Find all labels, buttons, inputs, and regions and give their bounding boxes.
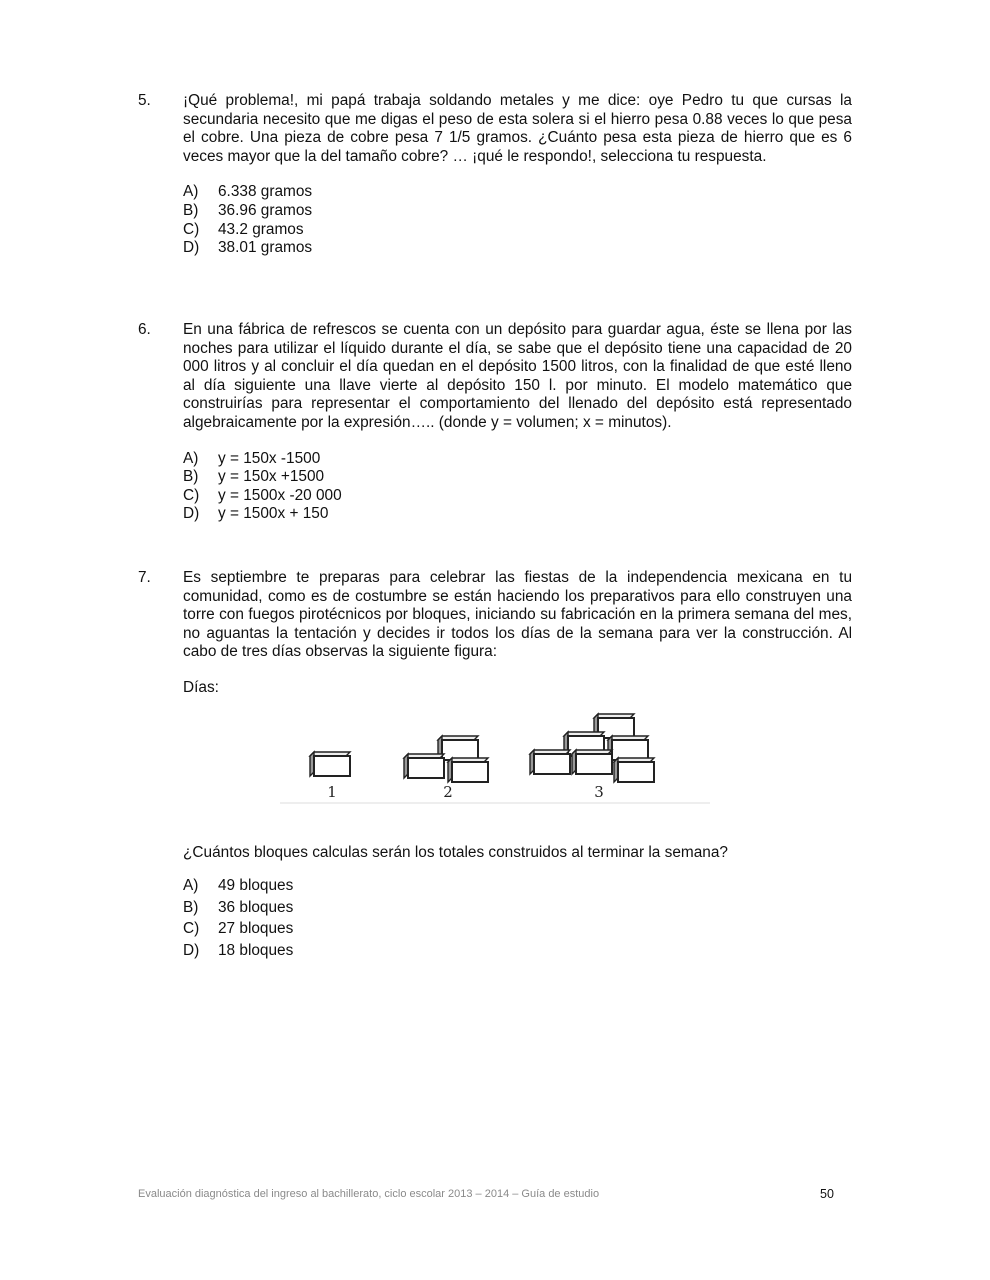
page-number: 50 (820, 1187, 834, 1201)
option-letter: B) (183, 201, 199, 219)
option-d (183, 239, 852, 258)
option-letter: C) (183, 920, 200, 938)
option-letter: A) (183, 877, 199, 895)
option-text: y = 150x -1500 (218, 449, 321, 467)
option-text: y = 150x +1500 (218, 468, 325, 486)
day-2-blocks (404, 736, 488, 782)
question-number: 6. (138, 321, 151, 338)
option-b (183, 202, 852, 221)
question-6 (138, 321, 852, 524)
block-tower-figure (280, 706, 710, 806)
option-c (183, 918, 852, 940)
option-letter: A) (183, 183, 199, 201)
option-c (183, 221, 852, 240)
option-text: y = 1500x + 150 (218, 505, 329, 523)
option-text: 18 bloques (218, 941, 294, 959)
option-text: 38.01 gramos (218, 239, 313, 257)
option-b (183, 897, 852, 919)
option-text: y = 1500x -20 000 (218, 486, 342, 504)
question-5 (138, 92, 852, 258)
page-footer: Evaluación diagnóstica del ingreso al bachillerato, ciclo escolar 2013 – 2014 – Guía de estudio (138, 1188, 600, 1200)
question-prompt: ¿Cuántos bloques calculas serán los totales construidos al terminar la semana? (183, 843, 728, 861)
option-letter: C) (183, 220, 200, 238)
option-a (183, 450, 852, 469)
question-number: 5. (138, 92, 151, 109)
question-text: En una fábrica de refrescos se cuenta con un depósito para guardar agua, éste se llena por las noches para utilizar el líquido durante el día, se sabe que el depósito tiene una capacidad de 20 000 litros y al concluir el día quedan en el depósito 1500 litros, con la finalidad de que esté lleno al día siguiente una llave vierte al depósito 150 l. por minuto. El modelo matemático que construirías para representar el comportamiento del llenado del depósito está representado algebraicamente por la expresión….. (donde y = volumen; x = minutos). (183, 321, 852, 431)
option-b (183, 468, 852, 487)
question-number: 7. (138, 569, 151, 586)
answer-options (183, 183, 852, 257)
answer-options (183, 875, 852, 961)
option-letter: B) (183, 898, 199, 916)
option-text: 49 bloques (218, 877, 294, 895)
option-letter: A) (183, 449, 199, 467)
option-a (183, 183, 852, 202)
option-letter: C) (183, 486, 200, 504)
option-a (183, 875, 852, 897)
option-d (183, 505, 852, 524)
option-letter: D) (183, 505, 200, 523)
option-text: 43.2 gramos (218, 220, 304, 238)
option-d (183, 940, 852, 962)
day-1-label: 1 (327, 782, 337, 801)
option-letter: D) (183, 239, 200, 257)
question-text: Es septiembre te preparas para celebrar las fiestas de la independencia mexicana en tu comunidad, como es de costumbre se están haciendo los preparativos para ello construyen una torre con fuegos pirotécnicos por bloques, iniciando su fabricación en la primera semana del mes, no aguantas la tentación y decides ir todos los días de la semana para ver la construcción. Al cabo de tres días observas la siguiente figura: (183, 569, 852, 661)
day-1-blocks (310, 752, 350, 776)
block-tower-svg (280, 706, 710, 806)
question-7 (138, 569, 852, 962)
option-letter: D) (183, 941, 200, 959)
option-text: 36.96 gramos (218, 201, 313, 219)
answer-options (183, 450, 852, 524)
day-3-blocks (530, 714, 654, 782)
option-text: 36 bloques (218, 898, 294, 916)
option-c (183, 487, 852, 506)
dias-label: Días: (183, 678, 219, 696)
day-3-label: 3 (594, 782, 604, 801)
question-text: ¡Qué problema!, mi papá trabaja soldando metales y me dice: oye Pedro tu que cursas la secundaria necesito que me digas el peso de esta solera si el hierro pesa 0.88 veces lo que pesa el cobre. Una pieza de cobre pesa 7 1/5 gramos. ¿Cuánto pesa esta pieza de hierro que es 6 veces mayor que la del tamaño cobre? … ¡qué le respondo!, selecciona tu respuesta. (183, 92, 852, 165)
option-text: 6.338 gramos (218, 183, 313, 201)
day-2-label: 2 (443, 782, 453, 801)
option-letter: B) (183, 468, 199, 486)
option-text: 27 bloques (218, 920, 294, 938)
